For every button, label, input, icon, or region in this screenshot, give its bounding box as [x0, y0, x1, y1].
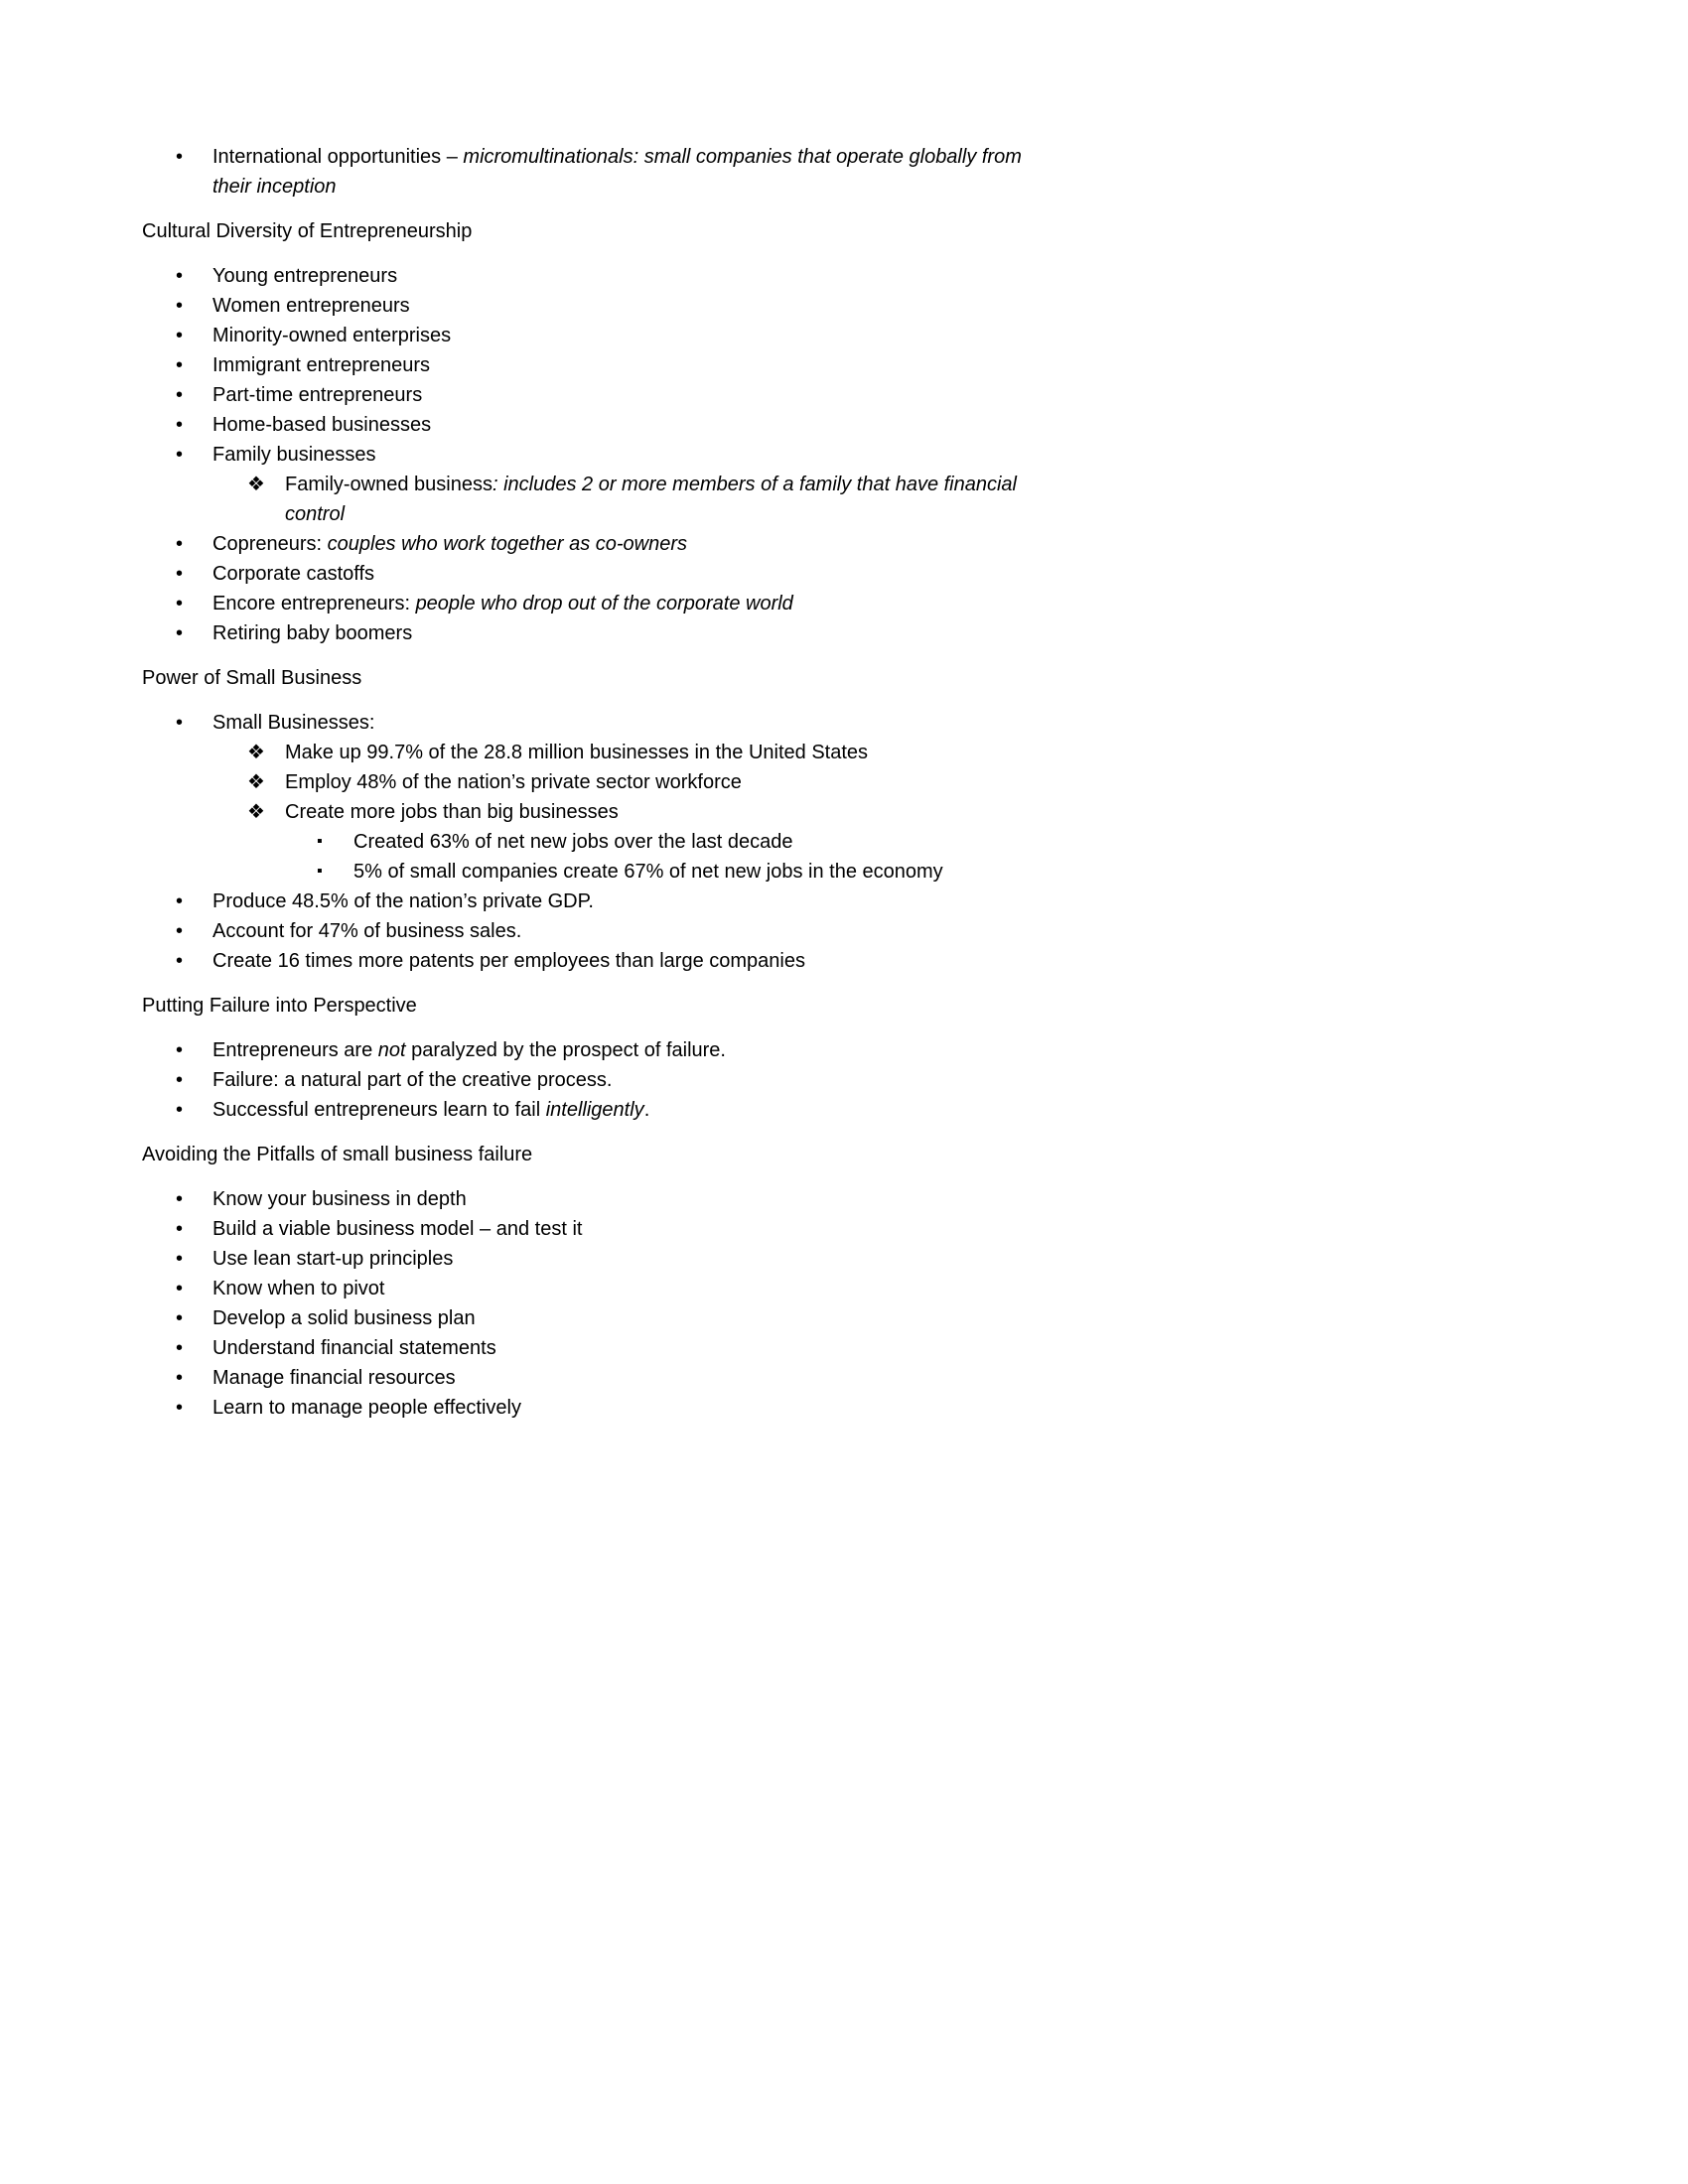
list-item [142, 291, 1065, 321]
list-item-text [285, 474, 1017, 525]
bullet-icon: • [176, 712, 184, 734]
list-item-text [212, 563, 374, 585]
bullet-icon: • [176, 1337, 184, 1359]
bullet-list [142, 708, 1065, 976]
italic-text-run: : includes 2 or more members of a family that have financial control [285, 474, 1018, 525]
list-item [142, 142, 1065, 202]
list-item [142, 440, 1065, 470]
list-item [142, 1363, 1065, 1393]
list-item [142, 1065, 1065, 1095]
list-item [142, 1214, 1065, 1244]
list-item [142, 946, 1065, 976]
list-item-text [212, 1248, 453, 1270]
bullet-icon: • [176, 890, 184, 912]
section-heading: Avoiding the Pitfalls of small business failure [142, 1144, 533, 1165]
text-run: Use lean start-up principles [212, 1248, 454, 1270]
list-item-text [212, 265, 397, 287]
list-item [142, 529, 1065, 559]
italic-text-run: people who drop out of the corporate world [415, 593, 793, 614]
bullet-icon: • [176, 384, 184, 406]
text-run: Build a viable business model – and test it [212, 1218, 583, 1240]
list-item-text [212, 1307, 476, 1329]
text-run: Develop a solid business plan [212, 1307, 476, 1329]
bullet-icon: • [176, 920, 184, 942]
text-run: International opportunities – [212, 146, 464, 168]
diamond-bullet-icon: ❖ [247, 801, 265, 823]
list-item-text [285, 801, 619, 823]
bullet-icon: • [176, 1248, 184, 1270]
text-run: Create 16 times more patents per employees than large companies [212, 950, 805, 972]
list-item [142, 1393, 1065, 1423]
list-item-text [285, 742, 868, 763]
text-run: Know when to pivot [212, 1278, 385, 1299]
text-run: 5% of small companies create 67% of net new jobs in the economy [353, 861, 943, 883]
text-run: Immigrant entrepreneurs [212, 354, 430, 376]
list-item-text [285, 771, 742, 793]
italic-text-run: couples who work together as co-owners [327, 533, 688, 555]
text-run: Create more jobs than big businesses [285, 801, 619, 823]
list-item-text [353, 831, 793, 853]
list-item [142, 827, 1065, 857]
list-item-text [353, 861, 943, 883]
list-item [142, 350, 1065, 380]
list-item [142, 767, 1065, 797]
diamond-bullet-icon: ❖ [247, 742, 265, 763]
text-run: Corporate castoffs [212, 563, 375, 585]
list-item [142, 916, 1065, 946]
list-item-text [212, 146, 1022, 198]
square-bullet-icon: ▪ [317, 863, 323, 880]
text-run: Home-based businesses [212, 414, 432, 436]
list-item-text [212, 384, 422, 406]
list-item [142, 738, 1065, 767]
list-item-text [212, 325, 451, 346]
bullet-icon: • [176, 622, 184, 644]
text-run: Account for 47% of business sales. [212, 920, 522, 942]
list-item [142, 380, 1065, 410]
bullet-icon: • [176, 444, 184, 466]
bullet-icon: • [176, 563, 184, 585]
bullet-icon: • [176, 1069, 184, 1091]
text-run: Understand financial statements [212, 1337, 496, 1359]
italic-text-run: intelligently [545, 1099, 644, 1121]
bullet-icon: • [176, 1188, 184, 1210]
text-run: Successful entrepreneurs learn to fail [212, 1099, 546, 1121]
list-item [142, 797, 1065, 827]
list-item [142, 857, 1065, 887]
list-item-text [212, 1278, 384, 1299]
list-item-text [212, 1039, 726, 1061]
bullet-icon: • [176, 325, 184, 346]
list-item [142, 1303, 1065, 1333]
diamond-bullet-icon: ❖ [247, 474, 265, 495]
list-item-text [212, 1099, 649, 1121]
section-heading: Power of Small Business [142, 667, 362, 689]
bullet-icon: • [176, 1218, 184, 1240]
text-run: paralyzed by the prospect of failure. [405, 1039, 726, 1061]
text-run: Small Businesses: [212, 712, 375, 734]
list-item [142, 1184, 1065, 1214]
list-item [142, 321, 1065, 350]
list-item [142, 410, 1065, 440]
bullet-list [142, 1035, 1065, 1125]
list-item-text [212, 622, 412, 644]
list-item [142, 1095, 1065, 1125]
bullet-icon: • [176, 265, 184, 287]
list-item-text [212, 593, 793, 614]
text-run: Young entrepreneurs [212, 265, 398, 287]
text-run: Retiring baby boomers [212, 622, 413, 644]
bullet-list [142, 1184, 1065, 1423]
list-item [142, 1333, 1065, 1363]
text-run: Know your business in depth [212, 1188, 467, 1210]
text-run: Part-time entrepreneurs [212, 384, 423, 406]
list-item-text [212, 712, 374, 734]
text-run: Family businesses [212, 444, 376, 466]
list-item [142, 887, 1065, 916]
list-item [142, 559, 1065, 589]
bullet-icon: • [176, 354, 184, 376]
list-item [142, 1244, 1065, 1274]
text-run: Manage financial resources [212, 1367, 456, 1389]
list-item-text [212, 1337, 496, 1359]
text-run: Learn to manage people effectively [212, 1397, 521, 1419]
list-item-text [212, 1218, 582, 1240]
list-item [142, 1035, 1065, 1065]
list-item [142, 261, 1065, 291]
list-item [142, 1274, 1065, 1303]
text-run: Produce 48.5% of the nation’s private GDP. [212, 890, 594, 912]
list-item-text [212, 920, 521, 942]
list-item-text [212, 533, 687, 555]
list-item-text [212, 1069, 612, 1091]
text-run: . [643, 1099, 650, 1121]
text-run: Created 63% of net new jobs over the last decade [353, 831, 793, 853]
bullet-icon: • [176, 1278, 184, 1299]
list-item-text [212, 1397, 521, 1419]
bullet-icon: • [176, 146, 184, 168]
text-run: Encore entrepreneurs: [212, 593, 416, 614]
section-heading: Putting Failure into Perspective [142, 995, 417, 1017]
bullet-list [142, 261, 1065, 648]
list-item-text [212, 354, 430, 376]
bullet-icon: • [176, 1397, 184, 1419]
list-item-text [212, 295, 410, 317]
text-run: Minority-owned enterprises [212, 325, 452, 346]
text-run: Failure: a natural part of the creative process. [212, 1069, 613, 1091]
bullet-icon: • [176, 1367, 184, 1389]
list-item [142, 470, 1065, 529]
bullet-list [142, 142, 1065, 202]
list-item-text [212, 1188, 467, 1210]
list-item-text [212, 1367, 456, 1389]
italic-text-run: not [377, 1039, 406, 1061]
text-run: Family-owned business [285, 474, 492, 495]
bullet-icon: • [176, 1039, 184, 1061]
square-bullet-icon: ▪ [317, 833, 323, 850]
bullet-icon: • [176, 1307, 184, 1329]
list-item-text [212, 444, 376, 466]
document-content [142, 142, 1065, 1423]
bullet-icon: • [176, 295, 184, 317]
list-item-text [212, 414, 431, 436]
list-item [142, 589, 1065, 618]
bullet-icon: • [176, 414, 184, 436]
section-heading: Cultural Diversity of Entrepreneurship [142, 220, 473, 242]
bullet-icon: • [176, 950, 184, 972]
text-run: Employ 48% of the nation’s private sector workforce [285, 771, 742, 793]
text-run: Women entrepreneurs [212, 295, 410, 317]
text-run: Copreneurs: [212, 533, 328, 555]
bullet-icon: • [176, 1099, 184, 1121]
bullet-icon: • [176, 533, 184, 555]
text-run: Entrepreneurs are [212, 1039, 378, 1061]
list-item [142, 618, 1065, 648]
diamond-bullet-icon: ❖ [247, 771, 265, 793]
italic-text-run: micromultinationals: small companies that operate globally from their inception [212, 146, 1022, 198]
bullet-icon: • [176, 593, 184, 614]
list-item-text [212, 890, 594, 912]
list-item [142, 708, 1065, 738]
text-run: Make up 99.7% of the 28.8 million businesses in the United States [285, 742, 869, 763]
list-item-text [212, 950, 805, 972]
